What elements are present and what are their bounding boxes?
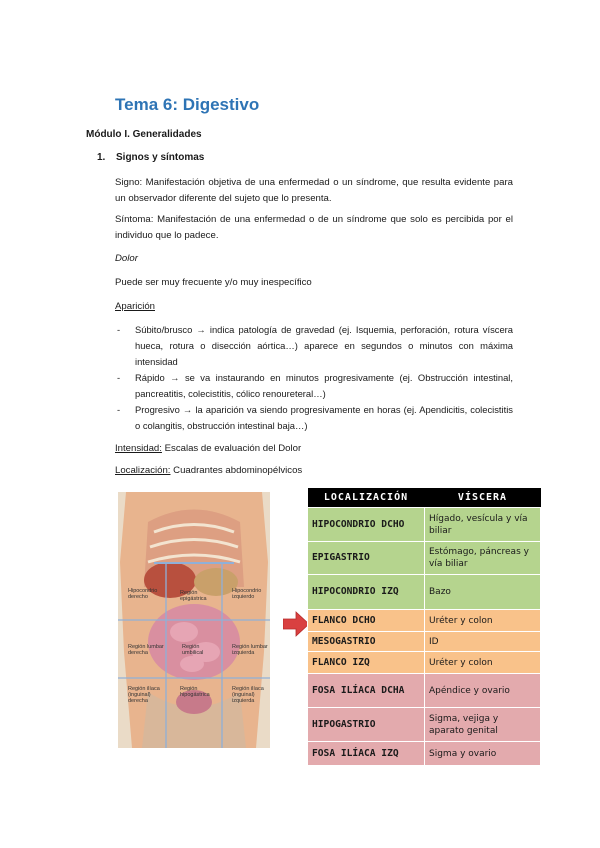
list-item: - Progresivo → la aparición va siendo progresivamente en horas (ej. Apendicitis, colecistitis o colangitis, obstrucción intestinal baja…) (117, 404, 513, 431)
table-row (308, 632, 541, 652)
table-cell-vis: Uréter y colon (425, 652, 541, 674)
module-heading: Módulo I. Generalidades (86, 129, 202, 140)
label-region-hipogastrica: Región hipogástrica (180, 686, 210, 698)
section-label: Signos y síntomas (116, 152, 205, 163)
intensidad-line (115, 441, 513, 457)
label-region-lumbar-izq: Región lumbar izquierda (232, 644, 268, 656)
label-region-iliaca-der: Región ilíaca (inguinal) derecha (128, 686, 160, 704)
table-cell-vis: Bazo (425, 575, 541, 610)
table-row (308, 708, 541, 742)
label-region-lumbar-der: Región lumbar derecha (128, 644, 164, 656)
table-row (308, 610, 541, 632)
table-row (308, 742, 541, 766)
aparicion-subheading: Aparición (115, 301, 155, 312)
table-cell-loc: EPIGASTRIO (308, 542, 425, 575)
abdomen-illustration (118, 492, 270, 748)
dolor-description: Puede ser muy frecuente y/o muy inespecífico (115, 277, 312, 288)
table-cell-loc: FOSA ILÍACA DCHA (308, 674, 425, 708)
table-cell-vis: Sigma y ovario (425, 742, 541, 766)
table-cell-loc: MESOGASTRIO (308, 632, 425, 652)
label-region-iliaca-izq: Región ilíaca (inguinal) izquierda (232, 686, 264, 704)
label-region-umbilical: Región umbilical (182, 644, 204, 656)
table-row (308, 508, 541, 542)
table-cell-loc: FLANCO IZQ (308, 652, 425, 674)
table-row (308, 652, 541, 674)
abdominal-regions-figure (118, 492, 270, 748)
table-cell-vis: Uréter y colon (425, 610, 541, 632)
localizacion-label: Localización: (115, 465, 171, 476)
intensidad-text: Escalas de evaluación del Dolor (161, 443, 302, 454)
table-cell-vis: Hígado, vesícula y vía biliar (425, 508, 541, 542)
table-row (308, 575, 541, 610)
table-row (308, 674, 541, 708)
localizacion-text: Cuadrantes abdominopélvicos (170, 465, 303, 476)
header-localizacion: LOCALIZACIÓN (308, 488, 425, 508)
table-cell-vis: ID (425, 632, 541, 652)
signo-definition: Signo: Manifestación objetiva de una enfermedad o un síndrome, que resulta evidente para un observador diferente del sujeto que lo presenta. (115, 177, 513, 204)
intensidad-label: Intensidad: (115, 443, 162, 454)
table-cell-loc: HIPOCONDRIO IZQ (308, 575, 425, 610)
table-row (308, 542, 541, 575)
table-cell-loc: FOSA ILÍACA IZQ (308, 742, 425, 766)
table-cell-loc: HIPOGASTRIO (308, 708, 425, 742)
list-item: - Rápido → se va instaurando en minutos progresivamente (ej. Obstrucción intestinal, pancreatitis, colecistitis, cólico renoureteral…) (117, 372, 513, 399)
table-header-row (308, 488, 541, 508)
dolor-subheading: Dolor (115, 253, 138, 264)
list-item-text: Súbito/brusco → indica patología de gravedad (ej. Isquemia, perforación, rotura víscera hueca, rotura o disección aórtica…) aparece en segundos o minutos con máxima intensidad (135, 324, 513, 367)
table-cell-vis: Sigma, vejiga y aparato genital (425, 708, 541, 742)
table-cell-vis: Estómago, páncreas y vía biliar (425, 542, 541, 575)
table-cell-loc: FLANCO DCHO (308, 610, 425, 632)
page-title: Tema 6: Digestivo (115, 95, 260, 114)
table-cell-loc: HIPOCONDRIO DCHO (308, 508, 425, 542)
table-cell-vis: Apéndice y ovario (425, 674, 541, 708)
list-item-text: Progresivo → la aparición va siendo progresivamente en horas (ej. Apendicitis, colecistitis o colangitis, obstrucción intestinal baja…) (135, 404, 513, 431)
arrow-right-icon (283, 611, 309, 637)
localizacion-line (115, 463, 513, 479)
list-item-text: Rápido → se va instaurando en minutos progresivamente (ej. Obstrucción intestinal, pancreatitis, colecistitis, cólico renoureteral…) (135, 372, 513, 399)
localizacion-table (307, 488, 541, 766)
label-hipocondrio-der: Hipocondrio derecho (128, 588, 158, 600)
section-heading (97, 152, 204, 163)
header-viscera: VÍSCERA (425, 488, 541, 508)
sintoma-definition: Síntoma: Manifestación de una enfermedad o de un síndrome que solo es percibida por el individuo que lo padece. (115, 214, 513, 241)
section-number: 1. (97, 152, 106, 163)
list-item: - Súbito/brusco → indica patología de gravedad (ej. Isquemia, perforación, rotura víscera hueca, rotura o disección aórtica…) aparece en segundos o minutos con máxima intensidad (117, 324, 513, 367)
label-region-epigastrica: Región epigástrica (180, 590, 207, 602)
label-hipocondrio-izq: Hipocondrio izquierdo (232, 588, 262, 600)
aparicion-list (117, 322, 513, 434)
